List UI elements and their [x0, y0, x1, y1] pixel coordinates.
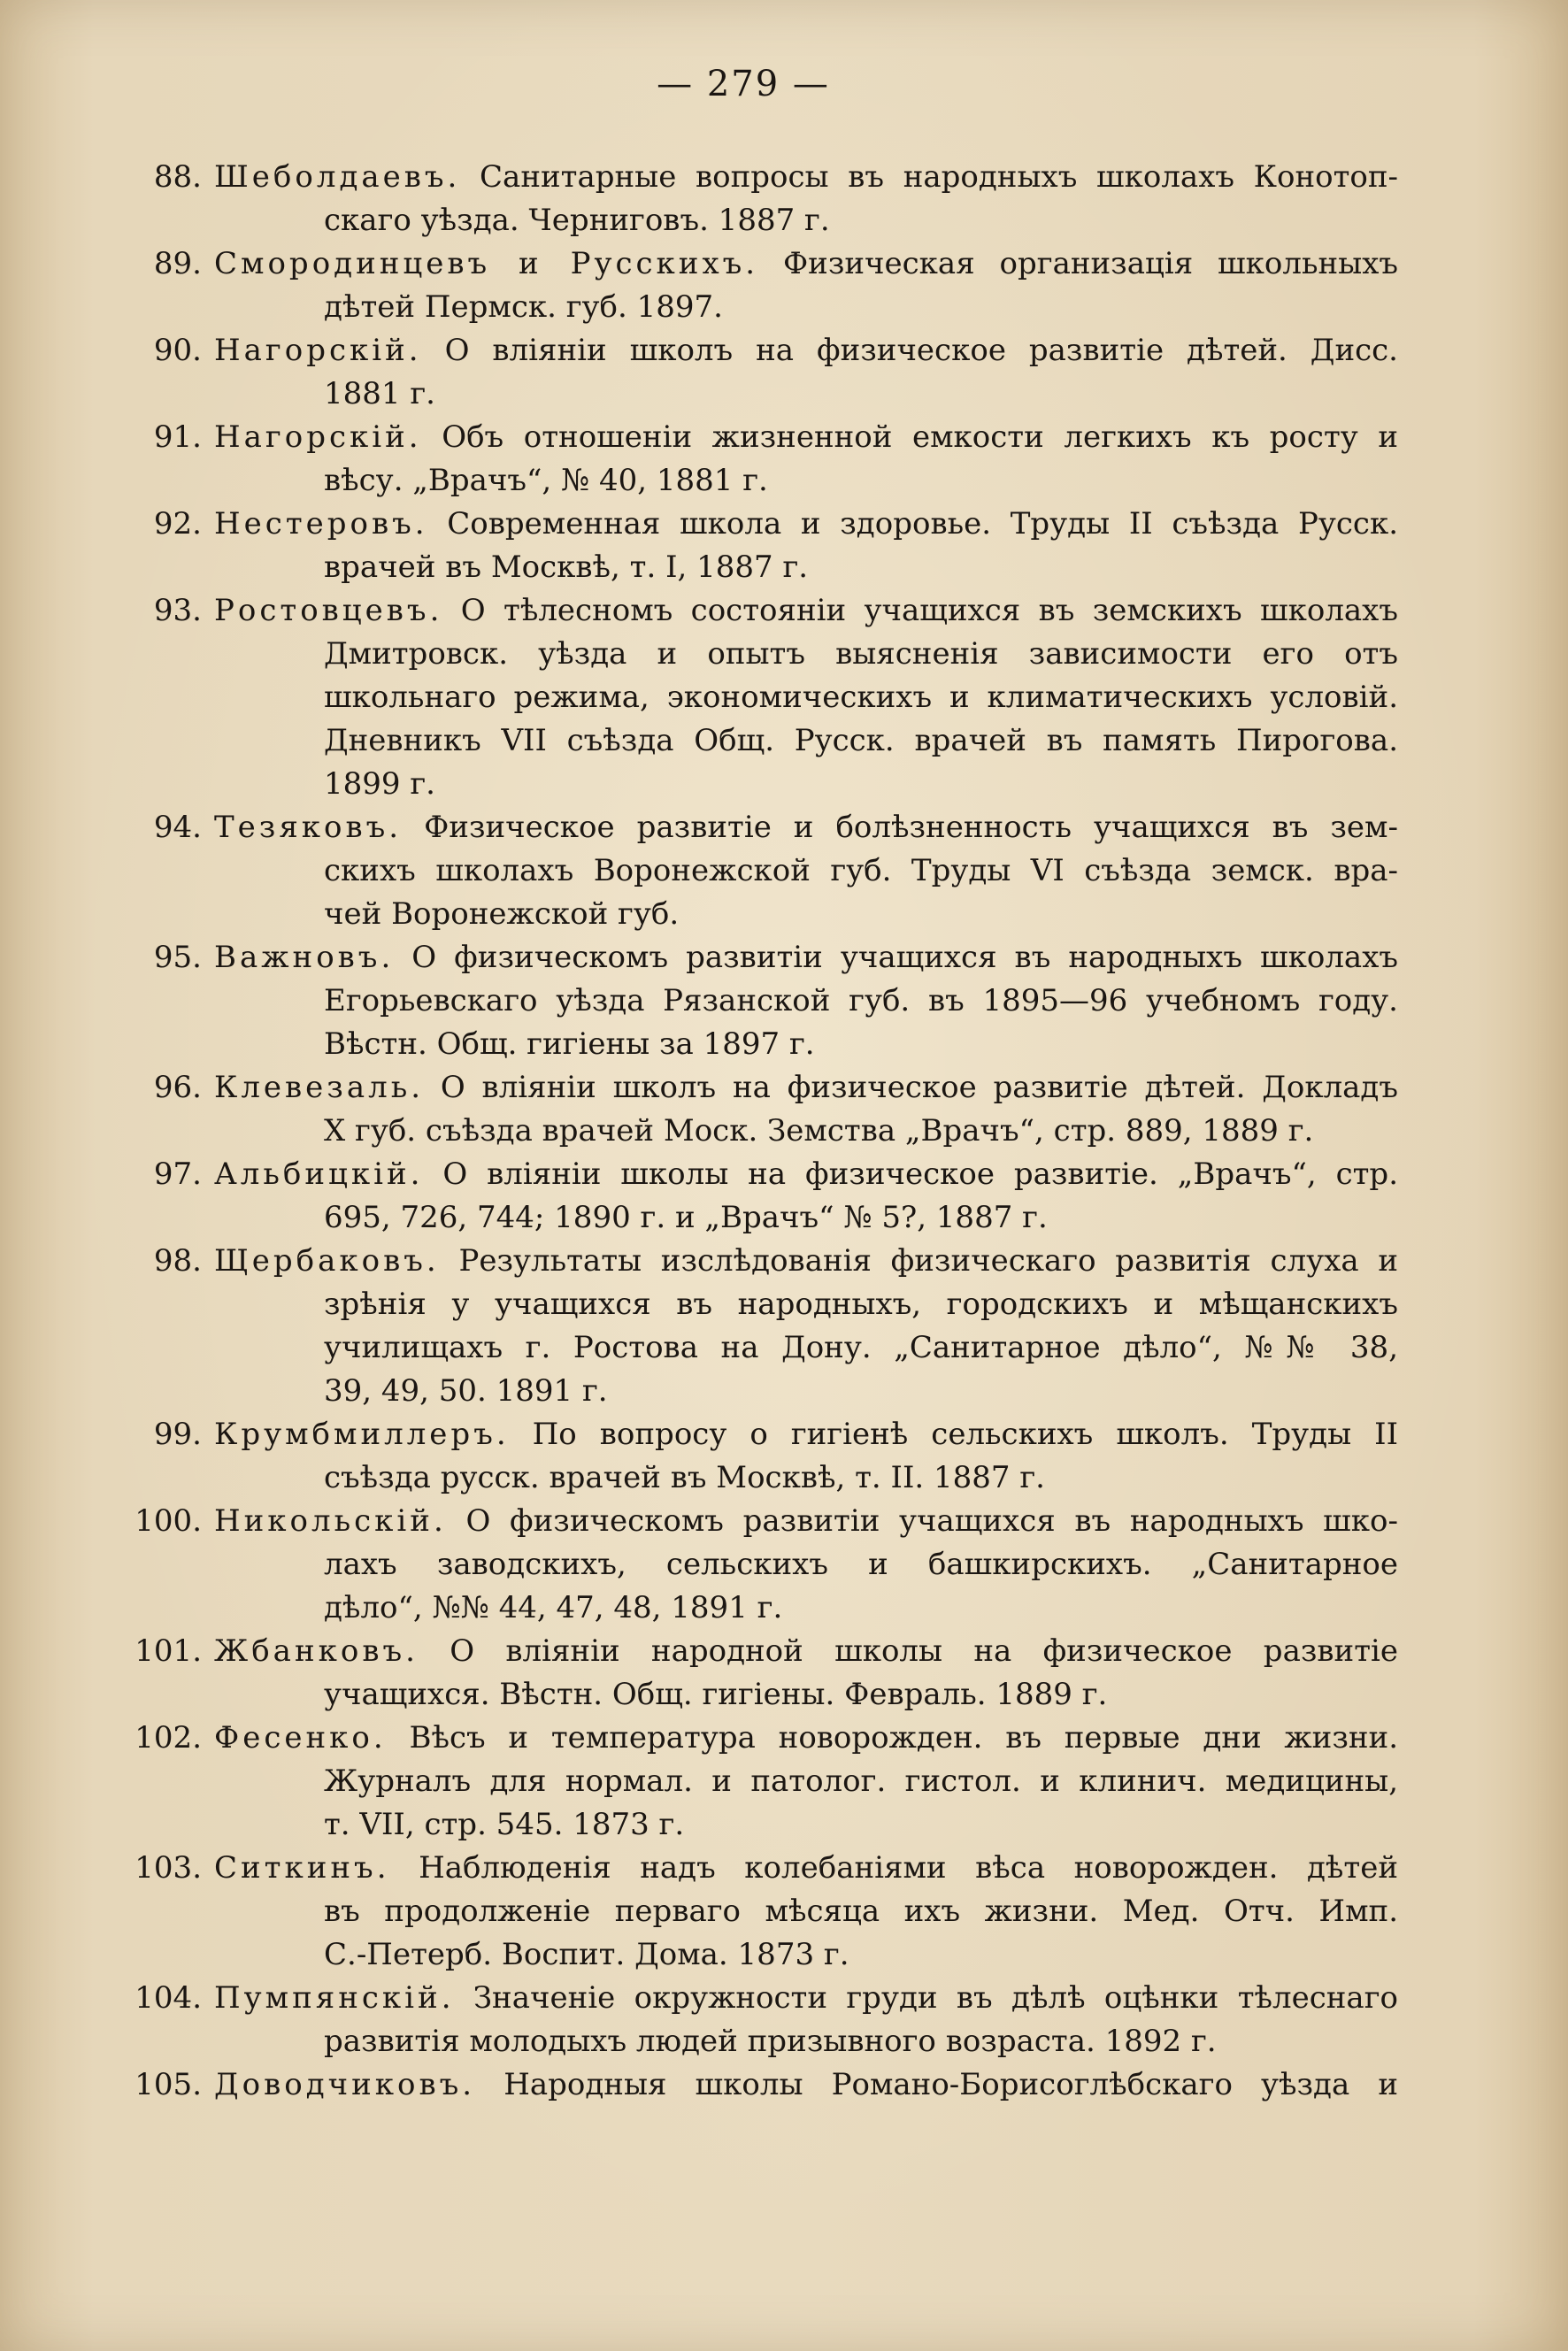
entry-text	[214, 1630, 1398, 1717]
entry-number: 92.	[153, 506, 202, 542]
entry-text	[214, 1500, 1398, 1630]
entry-title-text: Наблюденія надъ колебаніями вѣса новорожден. дѣтей	[419, 1850, 1399, 1886]
entry-title-text: Народныя школы Романо-Борисоглѣбскаго уѣзда и	[503, 2067, 1399, 2102]
entry-first-line	[214, 1847, 1398, 1890]
entry-number: 101.	[135, 1633, 202, 1669]
entry-continuation-line: Журналъ для нормал. и патолог. гистол. и клинич. медицины,	[324, 1763, 1398, 1799]
bibliography-entry	[133, 589, 1398, 806]
entry-text	[214, 806, 1398, 936]
entry-text	[214, 1977, 1398, 2063]
entry-text	[214, 503, 1398, 589]
bibliography-entry	[133, 936, 1398, 1066]
bibliography-entry	[133, 503, 1398, 589]
entry-continuation-line: учащихся. Вѣстн. Общ. гигіены. Февраль. 1889 г.	[324, 1677, 1108, 1712]
author-name: Жбанковъ.	[214, 1633, 419, 1669]
entry-continuation-line: 1881 г.	[324, 376, 435, 411]
bibliography-entry	[133, 1630, 1398, 1717]
bibliography-entry	[133, 2063, 1398, 2107]
entry-number: 89.	[153, 246, 202, 281]
entry-number: 98.	[153, 1243, 202, 1279]
entry-number: 100.	[135, 1503, 202, 1539]
bibliography-entry	[133, 1240, 1398, 1413]
entry-title-text: О физическомъ развитіи учащихся въ народныхъ шко-	[465, 1503, 1398, 1539]
entry-number: 97.	[153, 1156, 202, 1192]
author-name: Щербаковъ.	[214, 1243, 440, 1279]
entry-title-text: Вѣсъ и температура новорожден. въ первые дни жизни.	[409, 1720, 1399, 1756]
entry-first-line	[214, 1500, 1398, 1543]
entry-continuation-line: дѣтей Пермск. губ. 1897.	[324, 289, 723, 325]
entry-text	[214, 1066, 1398, 1153]
author-name: Клевезаль.	[214, 1070, 425, 1105]
entry-first-line	[214, 1240, 1398, 1283]
entry-first-line	[214, 416, 1398, 459]
entry-continuation-line: Вѣстн. Общ. гигіены за 1897 г.	[324, 1026, 815, 1062]
entry-number: 93.	[153, 593, 202, 628]
entry-text	[214, 416, 1398, 503]
author-name: Фесенко.	[214, 1720, 387, 1756]
entry-first-line	[214, 1066, 1398, 1110]
entry-text	[214, 1413, 1398, 1500]
bibliography-entry	[133, 1717, 1398, 1847]
author-name: Ростовцевъ.	[214, 593, 443, 628]
entry-first-line	[214, 589, 1398, 633]
entry-number: 94.	[153, 810, 202, 845]
entry-title-text: Физическая организація школьныхъ	[782, 246, 1398, 281]
page-number: — 279 —	[657, 64, 830, 104]
entry-first-line	[214, 2063, 1398, 2107]
entry-continuation-line: скаго уѣзда. Черниговъ. 1887 г.	[324, 203, 830, 238]
entry-text	[214, 1717, 1398, 1847]
entry-text	[214, 1847, 1398, 1977]
entry-continuation-line: т. VII, стр. 545. 1873 г.	[324, 1807, 685, 1842]
entry-title-text: Физическое развитіе и болѣзненность учащихся въ зем-	[424, 810, 1398, 845]
entry-continuation-line: вѣсу. „Врачъ“, № 40, 1881 г.	[324, 463, 768, 498]
bibliography-entry	[133, 1413, 1398, 1500]
author-name: Пумпянскій.	[214, 1980, 455, 2016]
entry-continuation-line: зрѣнія у учащихся въ народныхъ, городскихъ и мѣщанскихъ	[324, 1287, 1398, 1322]
entry-continuation-line: врачей въ Москвѣ, т. I, 1887 г.	[324, 549, 809, 585]
author-name: Важновъ.	[214, 940, 395, 975]
entry-title-text: О вліяніи школы на физическое развитіе. „Врачъ“, стр.	[442, 1156, 1398, 1192]
bibliography-entry	[133, 242, 1398, 329]
entry-number: 90.	[153, 333, 202, 368]
author-name: Ситкинъ.	[214, 1850, 390, 1886]
entry-continuation-line: скихъ школахъ Воронежской губ. Труды VI съѣзда земск. вра-	[324, 853, 1398, 888]
author-name: Никольскій.	[214, 1503, 447, 1539]
bibliography-entry	[133, 1500, 1398, 1630]
entry-text	[214, 1240, 1398, 1413]
entry-continuation-line: 695, 726, 744; 1890 г. и „Врачъ“ № 5?, 1887 г.	[324, 1200, 1048, 1235]
entry-continuation-line: въ продолженіе перваго мѣсяца ихъ жизни. Мед. Отч. Имп.	[324, 1894, 1398, 1929]
entry-title-text: О вліяніи народной школы на физическое развитіе	[450, 1633, 1398, 1669]
entry-number: 99.	[153, 1417, 202, 1452]
entry-first-line	[214, 329, 1398, 373]
entry-title-text: О вліяніи школъ на физическое развитіе дѣтей. Докладъ	[440, 1070, 1399, 1105]
entry-title-text: О физическомъ развитіи учащихся въ народныхъ школахъ	[411, 940, 1399, 975]
entry-text	[214, 1153, 1398, 1240]
entry-number: 88.	[153, 159, 202, 195]
entry-title-text: По вопросу о гигіенѣ сельскихъ школъ. Труды II	[532, 1417, 1398, 1452]
entry-continuation-line: X губ. съѣзда врачей Моск. Земства „Врачъ“, стр. 889, 1889 г.	[324, 1113, 1314, 1149]
bibliography-list	[133, 156, 1398, 2107]
entry-continuation-line: развитія молодыхъ людей призывного возраста. 1892 г.	[324, 2024, 1217, 2059]
entry-title-text: О вліяніи школъ на физическое развитіе дѣтей. Дисс.	[444, 333, 1398, 368]
entry-first-line	[214, 1977, 1398, 2020]
entry-title-text: Значеніе окружности груди въ дѣлѣ оцѣнки тѣлеснаго	[473, 1980, 1398, 2016]
entry-number: 95.	[153, 940, 202, 975]
entry-continuation-line: училищахъ г. Ростова на Дону. „Санитарное дѣло“, №№ 38,	[324, 1330, 1398, 1365]
bibliography-entry	[133, 156, 1398, 242]
bibliography-entry	[133, 806, 1398, 936]
entry-continuation-line: чей Воронежской губ.	[324, 896, 680, 932]
entry-number: 96.	[153, 1070, 202, 1105]
entry-text	[214, 2063, 1398, 2107]
entry-number: 105.	[135, 2067, 202, 2102]
entry-first-line	[214, 503, 1398, 546]
bibliography-entry	[133, 416, 1398, 503]
entry-first-line	[214, 242, 1398, 286]
bibliography-entry	[133, 1066, 1398, 1153]
entry-continuation-line: школьнаго режима, экономическихъ и климатическихъ условій.	[324, 680, 1398, 715]
author-name: Альбицкій.	[214, 1156, 424, 1192]
entry-first-line	[214, 1717, 1398, 1760]
entry-number: 104.	[135, 1980, 202, 2016]
entry-continuation-line: дѣло“, №№ 44, 47, 48, 1891 г.	[324, 1590, 783, 1625]
entry-text	[214, 242, 1398, 329]
entry-title-text: О тѣлесномъ состояніи учащихся въ земскихъ школахъ	[460, 593, 1398, 628]
entry-number: 103.	[135, 1850, 202, 1886]
entry-title-text: Результаты изслѣдованія физическаго развитія слуха и	[458, 1243, 1399, 1279]
entry-number: 91.	[153, 419, 202, 455]
bibliography-entry	[133, 329, 1398, 416]
entry-text	[214, 936, 1398, 1066]
entry-continuation-line: С.-Петерб. Воспит. Дома. 1873 г.	[324, 1937, 849, 1972]
entry-title-text: Санитарные вопросы въ народныхъ школахъ Конотоп-	[480, 159, 1398, 195]
author-name: Нагорскій.	[214, 333, 422, 368]
author-name: Крумбмиллеръ.	[214, 1417, 510, 1452]
entry-first-line	[214, 1413, 1398, 1456]
entry-text	[214, 156, 1398, 242]
author-name: Доводчиковъ.	[214, 2067, 476, 2102]
entry-number: 102.	[135, 1720, 202, 1756]
author-name: Нагорскій.	[214, 419, 422, 455]
entry-continuation-line: 39, 49, 50. 1891 г.	[324, 1373, 608, 1409]
entry-first-line	[214, 1153, 1398, 1196]
author-name: Нестеровъ.	[214, 506, 428, 542]
author-name: Шеболдаевъ.	[214, 159, 461, 195]
bibliography-entry	[133, 1153, 1398, 1240]
entry-continuation-line: 1899 г.	[324, 766, 435, 802]
entry-continuation-line: съѣзда русск. врачей въ Москвѣ, т. II. 1887 г.	[324, 1460, 1045, 1495]
entry-first-line	[214, 156, 1398, 199]
entry-title-text: Современная школа и здоровье. Труды II съѣзда Русск.	[447, 506, 1398, 542]
entry-first-line	[214, 1630, 1398, 1673]
entry-continuation-line: лахъ заводскихъ, сельскихъ и башкирскихъ. „Санитарное	[324, 1547, 1398, 1582]
entry-continuation-line: Егорьевскаго уѣзда Рязанской губ. въ 1895—96 учебномъ году.	[324, 983, 1398, 1018]
author-name: Тезяковъ.	[214, 810, 403, 845]
entry-continuation-line: Дмитровск. уѣзда и опытъ выясненія зависимости его отъ	[324, 636, 1398, 672]
entry-first-line	[214, 936, 1398, 980]
entry-first-line	[214, 806, 1398, 849]
entry-title-text: Объ отношеніи жизненной емкости легкихъ къ росту и	[442, 419, 1398, 455]
author-name: Смородинцевъ и Русскихъ.	[214, 246, 759, 281]
entry-text	[214, 329, 1398, 416]
entry-continuation-line: Дневникъ VII съѣзда Общ. Русск. врачей въ память Пирогова.	[324, 723, 1398, 758]
entry-text	[214, 589, 1398, 806]
bibliography-entry	[133, 1847, 1398, 1977]
bibliography-entry	[133, 1977, 1398, 2063]
